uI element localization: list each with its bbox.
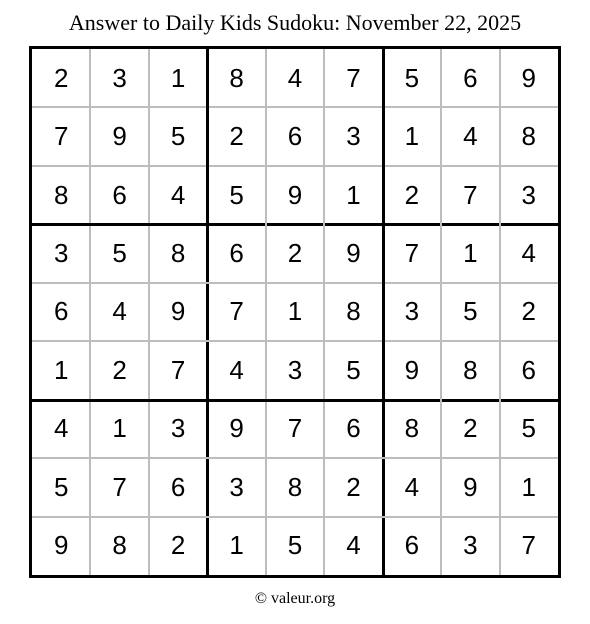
sudoku-cell: 6 [53, 296, 69, 327]
sudoku-cell: 5 [229, 179, 244, 210]
sudoku-cell: 4 [521, 238, 536, 269]
sudoku-cell: 3 [53, 238, 69, 269]
sudoku-cell: 2 [53, 62, 69, 93]
sudoku-cell: 1 [53, 354, 69, 385]
sudoku-cell: 6 [170, 471, 186, 502]
sudoku-cell: 7 [170, 354, 186, 385]
sudoku-cell: 7 [521, 530, 536, 561]
sudoku-cell: 2 [463, 413, 478, 444]
sudoku-cell: 2 [287, 238, 303, 269]
sudoku-cell: 6 [521, 354, 536, 385]
sudoku-cell: 4 [112, 296, 127, 327]
copyright-footer: © valeur.org [254, 590, 336, 607]
sudoku-cell: 2 [170, 530, 186, 561]
sudoku-cell: 5 [53, 471, 69, 502]
sudoku-cell: 8 [463, 354, 478, 385]
sudoku-cell: 8 [287, 471, 303, 502]
sudoku-cell: 1 [287, 296, 303, 327]
sudoku-cell: 6 [404, 530, 420, 561]
sudoku-cell: 9 [404, 354, 420, 385]
sudoku-cell: 1 [170, 62, 186, 93]
sudoku-cell: 4 [346, 530, 361, 561]
sudoku-cell: 6 [463, 62, 478, 93]
sudoku-cell: 2 [521, 296, 536, 327]
sudoku-cell: 4 [463, 121, 478, 152]
sudoku-cell: 2 [404, 179, 420, 210]
sudoku-cell: 4 [287, 62, 303, 93]
sudoku-cell: 8 [404, 413, 420, 444]
sudoku-cell: 8 [521, 121, 536, 152]
sudoku-cell: 7 [53, 121, 69, 152]
sudoku-cell: 3 [521, 179, 536, 210]
sudoku-cell: 6 [229, 238, 244, 269]
sudoku-cell: 9 [53, 530, 69, 561]
sudoku-cell: 2 [112, 354, 127, 385]
sudoku-cell: 7 [346, 62, 361, 93]
sudoku-cell: 8 [229, 62, 244, 93]
sudoku-cell: 1 [346, 179, 361, 210]
sudoku-cell: 3 [346, 121, 361, 152]
sudoku-cell: 2 [229, 121, 244, 152]
sudoku-cell: 6 [287, 121, 303, 152]
sudoku-cell: 7 [463, 179, 478, 210]
sudoku-cell: 8 [112, 530, 127, 561]
sudoku-cell: 7 [229, 296, 244, 327]
sudoku-cell: 6 [112, 179, 127, 210]
sudoku-cell: 1 [463, 238, 478, 269]
sudoku-cell: 7 [287, 413, 303, 444]
sudoku-cell: 7 [112, 471, 127, 502]
sudoku-cell: 5 [346, 354, 361, 385]
sudoku-cell: 5 [404, 62, 420, 93]
sudoku-cell: 2 [346, 471, 361, 502]
sudoku-cell: 3 [112, 62, 127, 93]
sudoku-board [29, 46, 561, 578]
sudoku-cell: 8 [170, 238, 186, 269]
sudoku-cell: 9 [170, 296, 186, 327]
sudoku-cell: 5 [112, 238, 127, 269]
sudoku-cell: 1 [229, 530, 244, 561]
sudoku-cell: 5 [521, 413, 536, 444]
sudoku-cell: 5 [287, 530, 303, 561]
sudoku-cell: 4 [170, 179, 186, 210]
sudoku-cell: 3 [170, 413, 186, 444]
sudoku-cell: 9 [287, 179, 303, 210]
sudoku-cell: 3 [229, 471, 244, 502]
sudoku-cell: 4 [229, 354, 244, 385]
sudoku-cell: 4 [53, 413, 69, 444]
sudoku-cell: 1 [112, 413, 127, 444]
sudoku-cell: 8 [53, 179, 69, 210]
sudoku-cell: 3 [463, 530, 478, 561]
sudoku-cell: 3 [287, 354, 303, 385]
page-title: Answer to Daily Kids Sudoku: November 22, 2025 [68, 10, 522, 35]
sudoku-cell: 9 [112, 121, 127, 152]
sudoku-cell: 1 [521, 471, 536, 502]
sudoku-cell: 9 [346, 238, 361, 269]
sudoku-cell: 9 [463, 471, 478, 502]
sudoku-cell: 6 [346, 413, 361, 444]
sudoku-cell: 3 [404, 296, 420, 327]
sudoku-cell: 4 [404, 471, 420, 502]
sudoku-cell: 5 [170, 121, 186, 152]
sudoku-cell: 7 [404, 238, 420, 269]
sudoku-cell: 8 [346, 296, 361, 327]
sudoku-cell: 9 [229, 413, 244, 444]
sudoku-cell: 1 [404, 121, 420, 152]
sudoku-cell: 9 [521, 62, 536, 93]
sudoku-cell: 5 [463, 296, 478, 327]
